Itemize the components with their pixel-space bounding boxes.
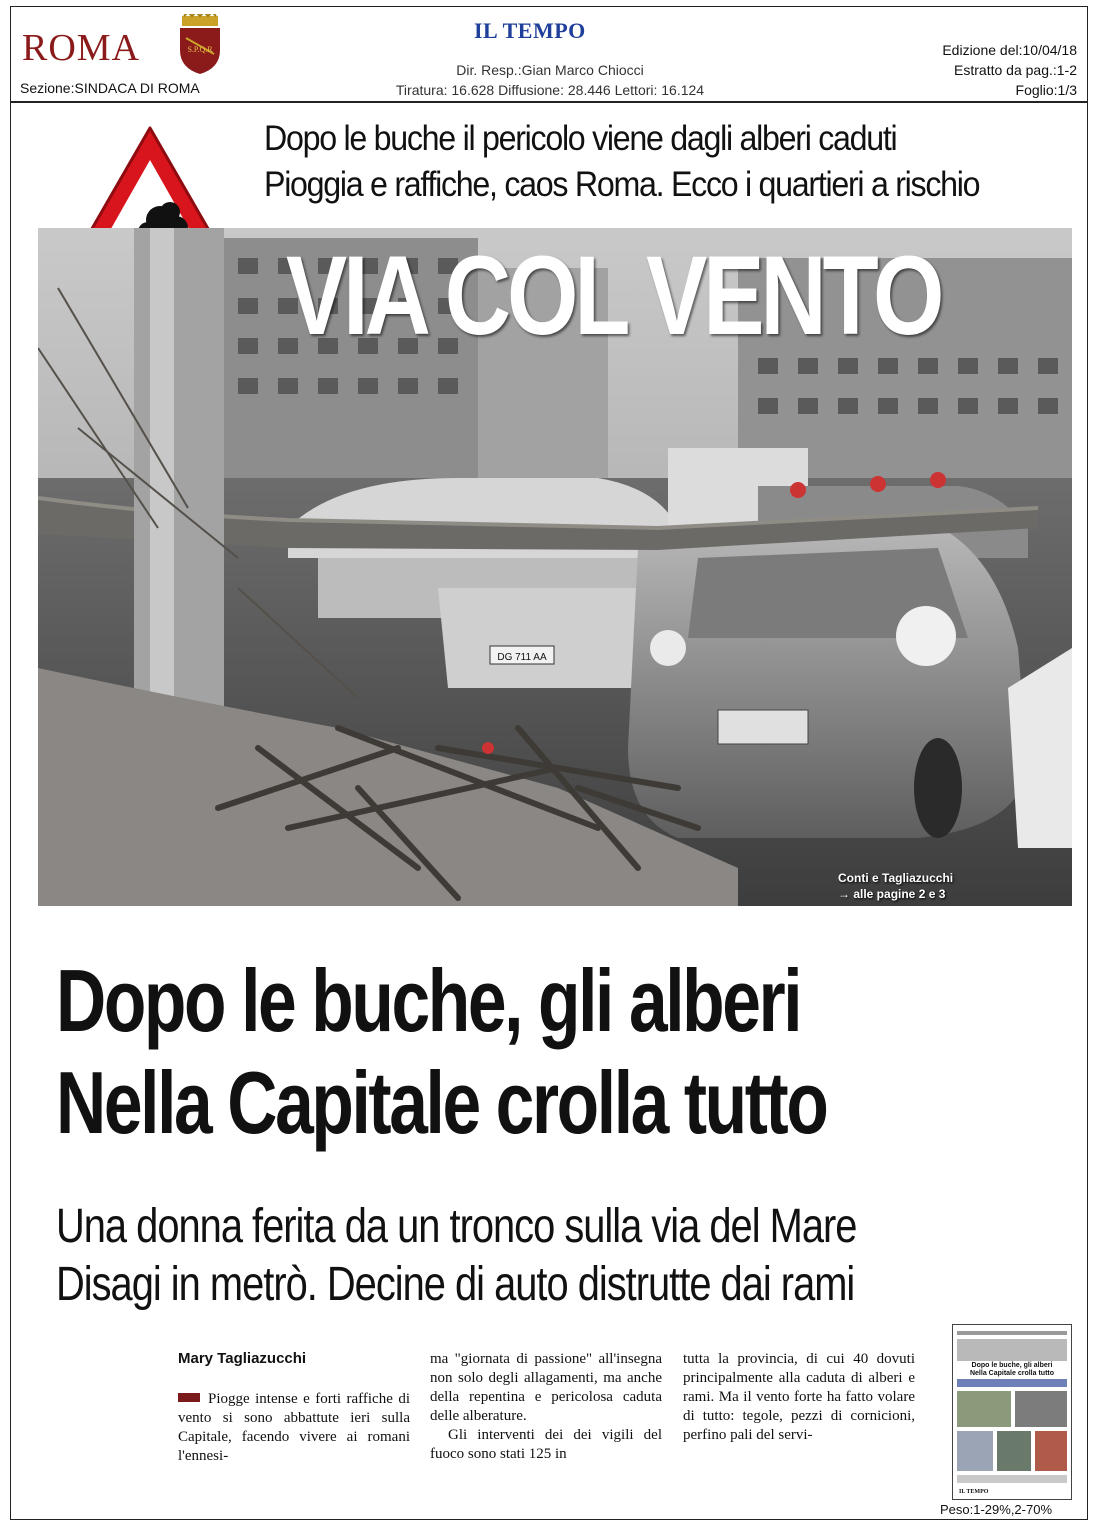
photo-credit — [838, 870, 953, 902]
photo-banner-headline: VIA COL VENTO — [286, 233, 941, 358]
article-column-3 — [683, 1350, 915, 1445]
thumbnail-footer: IL TEMPO — [959, 1489, 989, 1495]
thumbnail-headline-2: Nella Capitale crolla tutto — [969, 1370, 1055, 1377]
column-2-paragraph-1: ma "giornata di passione" all'insegna non solo degli allagamenti, ma anche della repentina e pericolosa caduta delle alberature. — [430, 1351, 662, 1424]
director-line: Dir. Resp.:Gian Marco Chiocci — [456, 62, 644, 78]
header-divider — [10, 101, 1088, 103]
license-plate: DG 711 AA — [497, 652, 547, 663]
roma-brand: ROMA — [22, 27, 141, 69]
peso-label: Peso:1-29%,2-70% — [940, 1502, 1053, 1517]
roma-crest-icon — [176, 14, 224, 76]
lead-marker-icon — [178, 1393, 200, 1402]
article-byline: Mary Tagliazucchi — [178, 1350, 307, 1367]
page-thumbnail[interactable] — [952, 1324, 1072, 1500]
headline-line-1: Dopo le buche, gli alberi — [56, 951, 801, 1050]
article-column-1 — [178, 1390, 410, 1466]
kicker — [264, 116, 1011, 208]
extract-pages: Estratto da pag.:1-2 — [954, 62, 1077, 78]
section-label: Sezione:SINDACA DI ROMA — [20, 80, 200, 96]
subhead-line-2: Disagi in metrò. Decine di auto distrutte dai rami — [56, 1258, 855, 1311]
publication-meta — [330, 60, 770, 100]
kicker-line-1: Dopo le buche il pericolo viene dagli alberi caduti — [264, 119, 897, 158]
credit-authors: Conti e Tagliazucchi — [838, 871, 954, 885]
edition-date: Edizione del:10/04/18 — [942, 42, 1077, 58]
publication-logo: IL TEMPO — [474, 18, 586, 43]
headline-line-2: Nella Capitale crolla tutto — [56, 1053, 827, 1152]
thumbnail-headline-1: Dopo le buche, gli alberi — [971, 1362, 1053, 1369]
column-3-text: tutta la provincia, di cui 40 dovuti principalmente alla caduta di alberi e rami. Ma il vento forte ha fatto volare di tutto: tegole, pezzi di cornicioni, perfino pali del servi- — [683, 1351, 915, 1443]
subheadline — [56, 1198, 856, 1314]
article-column-2 — [430, 1350, 662, 1464]
sheet-number: Foglio:1/3 — [1015, 82, 1077, 98]
credit-pages-link[interactable]: → alle pagine 2 e 3 — [838, 887, 946, 901]
thumbnail-preview — [953, 1325, 1071, 1499]
crest-text: S.P.Q.R — [187, 45, 213, 54]
column-1-text: Piogge intense e forti raffiche di vento si sono abbattute ieri sulla Capitale, facendo vivere ai romani l'ennesi- — [178, 1391, 410, 1464]
kicker-line-2: Pioggia e raffiche, caos Roma. Ecco i quartieri a rischio — [264, 165, 980, 204]
subhead-line-1: Una donna ferita da un tronco sulla via del Mare — [56, 1200, 857, 1253]
circulation-line: Tiratura: 16.628 Diffusione: 28.446 Lettori: 16.124 — [395, 82, 705, 98]
main-headline — [56, 950, 826, 1154]
edition-meta — [942, 40, 1077, 100]
column-2-paragraph-2: Gli interventi dei dei vigili del fuoco sono stati 125 in — [430, 1427, 662, 1462]
